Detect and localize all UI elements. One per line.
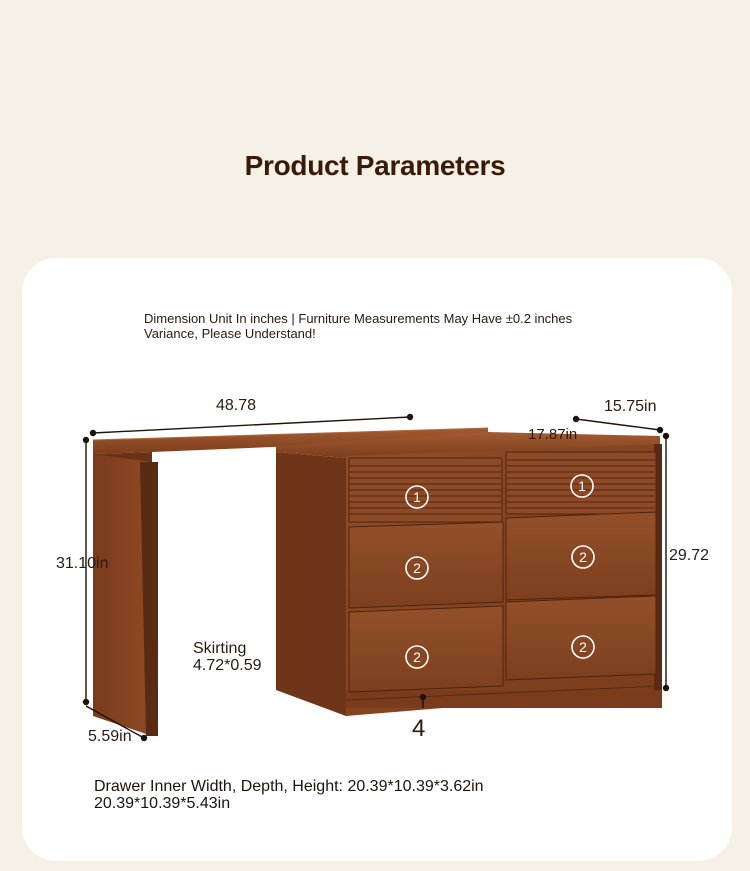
marker-1-right: 1 <box>578 478 586 494</box>
page-title: Product Parameters <box>244 150 506 181</box>
drawer-inner-line-2: 20.39*10.39*5.43in <box>94 795 231 812</box>
skirting-label: Skirting <box>193 640 247 657</box>
marker-2-d: 2 <box>579 639 587 655</box>
note-line-1: Dimension Unit In inches | Furniture Measurements May Have ±0.2 inches <box>144 311 573 326</box>
note-line-2: Variance, Please Understand! <box>144 326 316 341</box>
leg-depth-label: 5.59in <box>88 728 132 745</box>
cabinet-depth-label: 15.75in <box>604 398 657 415</box>
cabinet-height-label: 29.72 <box>669 547 710 564</box>
desk-width-label: 48.78 <box>216 397 257 414</box>
desk-height-label: 31.10in <box>56 555 109 572</box>
cabinet-width-label: 17.87in <box>528 426 578 443</box>
drawer-row-2 <box>349 512 656 608</box>
marker-2-c: 2 <box>413 649 421 665</box>
drawer-inner-dimensions <box>94 778 654 812</box>
bottom-count-label: 4 <box>412 715 426 742</box>
cabinet-side <box>276 452 346 716</box>
desk-leg-panel <box>93 454 158 736</box>
drawer-inner-line-1: Drawer Inner Width, Depth, Height: 20.39*10.39*3.62in <box>94 778 484 795</box>
marker-1-left: 1 <box>413 489 421 505</box>
skirting-value: 4.72*0.59 <box>193 657 262 674</box>
marker-2-b: 2 <box>579 549 587 565</box>
marker-2-a: 2 <box>413 560 421 576</box>
